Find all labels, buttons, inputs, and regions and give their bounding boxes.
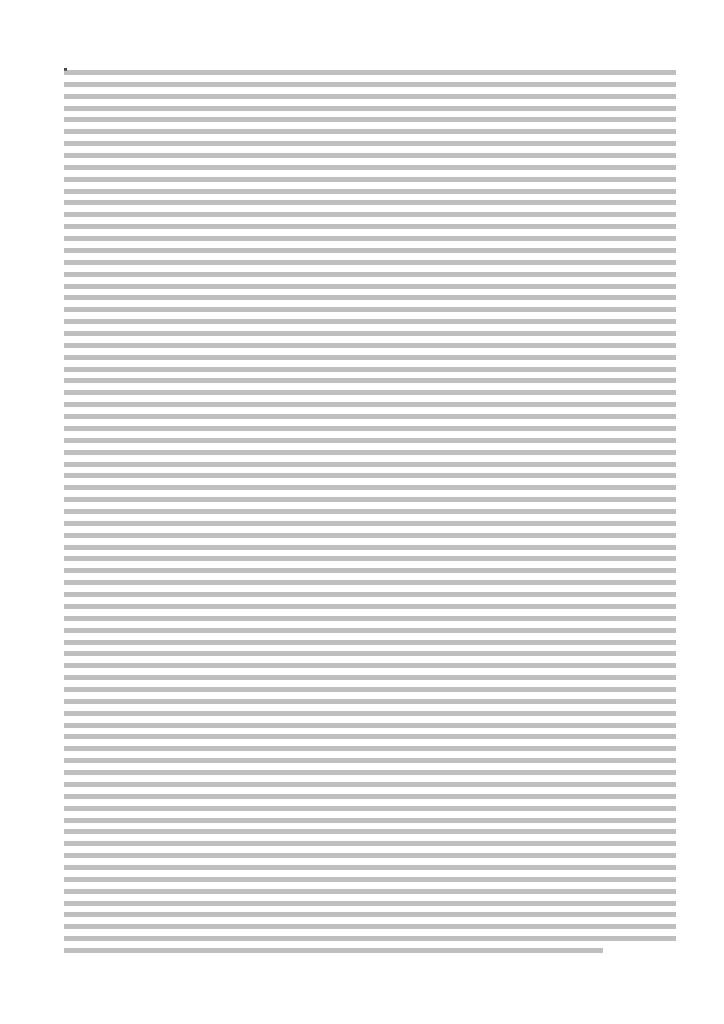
unreadable-line <box>64 355 676 360</box>
unreadable-line <box>64 438 676 443</box>
unreadable-line <box>64 663 676 668</box>
unreadable-line <box>64 616 676 621</box>
unreadable-line <box>64 402 676 407</box>
unreadable-line <box>64 533 676 538</box>
unreadable-line <box>64 901 676 906</box>
unreadable-line <box>64 877 676 882</box>
unreadable-line <box>64 651 676 656</box>
unreadable-line <box>64 367 676 372</box>
unreadable-line <box>64 758 676 763</box>
unreadable-line <box>64 568 676 573</box>
unreadable-line <box>64 212 676 217</box>
unreadable-line <box>64 82 676 87</box>
unreadable-line <box>64 200 676 205</box>
unreadable-line <box>64 924 676 929</box>
unreadable-line <box>64 141 676 146</box>
unreadable-line <box>64 343 676 348</box>
unreadable-line <box>64 818 676 823</box>
unreadable-line <box>64 414 676 419</box>
unreadable-line <box>64 462 676 467</box>
unreadable-line <box>64 592 676 597</box>
unreadable-line <box>64 70 676 75</box>
unreadable-line <box>64 236 676 241</box>
garbled-text-block <box>64 66 676 956</box>
unreadable-line <box>64 794 676 799</box>
unreadable-line <box>64 829 676 834</box>
unreadable-line <box>64 189 676 194</box>
unreadable-line <box>64 782 676 787</box>
unreadable-line <box>64 687 676 692</box>
unreadable-line <box>64 509 676 514</box>
unreadable-line <box>64 948 603 953</box>
unreadable-line <box>64 734 676 739</box>
unreadable-line <box>64 390 676 395</box>
unreadable-line <box>64 331 676 336</box>
unreadable-line <box>64 841 676 846</box>
unreadable-line <box>64 224 676 229</box>
unreadable-line <box>64 426 676 431</box>
unreadable-line <box>64 94 676 99</box>
unreadable-line <box>64 106 676 111</box>
unreadable-line <box>64 675 676 680</box>
unreadable-line <box>64 889 676 894</box>
unreadable-line <box>64 319 676 324</box>
unreadable-line <box>64 806 676 811</box>
unreadable-line <box>64 699 676 704</box>
unreadable-line <box>64 604 676 609</box>
unreadable-line <box>64 556 676 561</box>
unreadable-line <box>64 912 676 917</box>
unreadable-line <box>64 165 676 170</box>
unreadable-line <box>64 129 676 134</box>
unreadable-line <box>64 307 676 312</box>
unreadable-line <box>64 284 676 289</box>
unreadable-line <box>64 177 676 182</box>
unreadable-line <box>64 545 676 550</box>
unreadable-line <box>64 473 676 478</box>
unreadable-line <box>64 628 676 633</box>
unreadable-line <box>64 117 676 122</box>
unreadable-line <box>64 711 676 716</box>
unreadable-line <box>64 260 676 265</box>
unreadable-line <box>64 580 676 585</box>
unreadable-line <box>64 936 676 941</box>
unreadable-line <box>64 272 676 277</box>
unreadable-line <box>64 521 676 526</box>
unreadable-line <box>64 450 676 455</box>
unreadable-line <box>64 865 676 870</box>
unreadable-line <box>64 248 676 253</box>
unreadable-line <box>64 640 676 645</box>
unreadable-line <box>64 770 676 775</box>
unreadable-line <box>64 746 676 751</box>
unreadable-line <box>64 153 676 158</box>
unreadable-line <box>64 497 676 502</box>
unreadable-line <box>64 723 676 728</box>
unreadable-line <box>64 853 676 858</box>
unreadable-line <box>64 295 676 300</box>
unreadable-line <box>64 378 676 383</box>
unreadable-line <box>64 485 676 490</box>
